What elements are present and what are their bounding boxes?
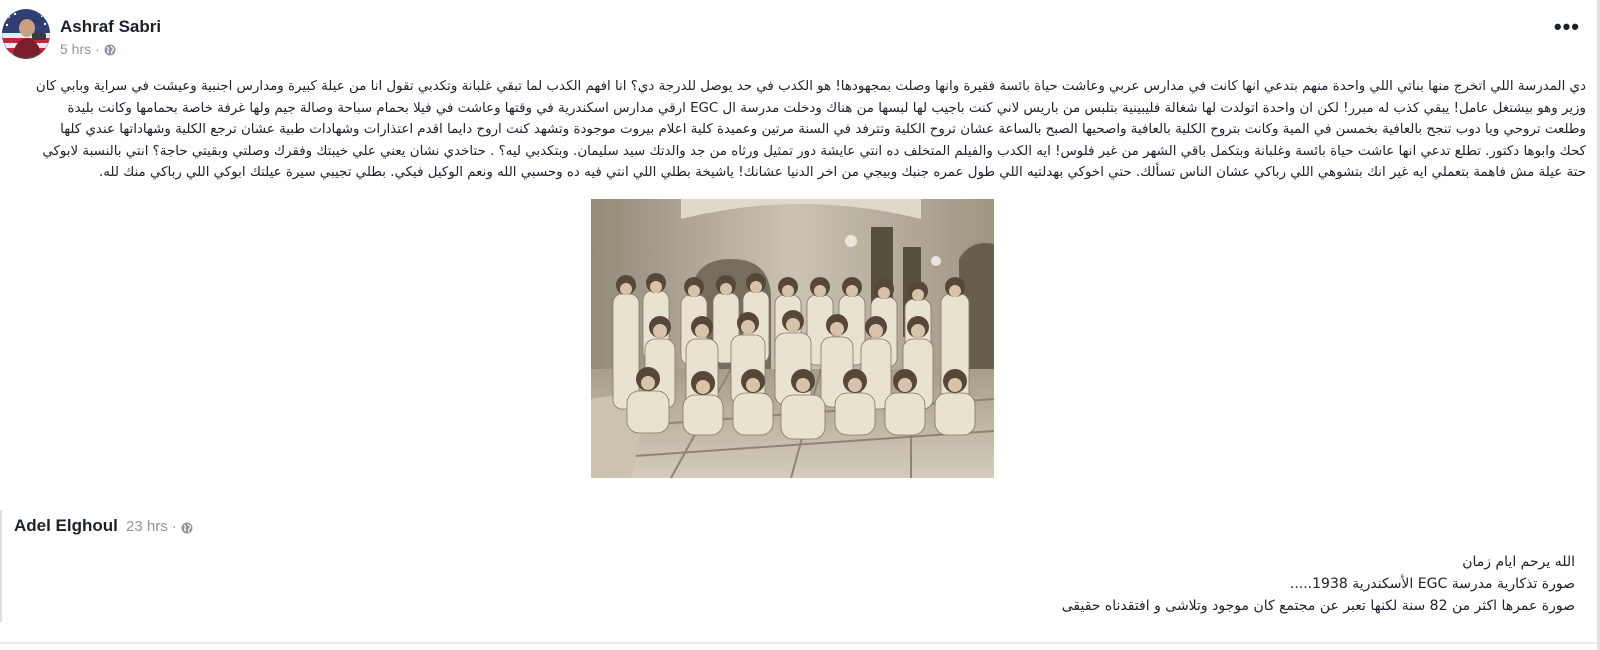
comment-author-name[interactable]: Adel Elghoul	[14, 516, 118, 535]
post-text-line: كحك وابوها دكتور. تطلع تدعي انها عاشت حياة بائسة وغلبانة وبتكمل باقي الشهر من غير فلوس! ايه الكدب والفيلم المتخلف ده انتي عايشة دور تمثيل ورثاه من جد والدتك سيد سليمان. وبتكدبي ليه؟ . حتاخدي نشان يعني علي خيبتك وفقرك وصلتي وبقيتي حاجة؟ انتي بالنسبة لابوكي	[42, 143, 1586, 159]
post-text-line: وزير وهو بيشتغل عامل! يبقي كذب له مبرر! لكن ان واحدة اتولدت لها شغالة فليبينية بتلبس من باريس لاني كنت باجيب لها لبسها من هناك ودخلت مدرسة ال EGC ارقي مدارس اسكندرية في وقتها وعاشت في فيلا بحمام سباحة وصالة جيم ولها غرفة خاصة بحمامها وكانت بليدة	[67, 100, 1586, 116]
avatar[interactable]	[2, 9, 50, 59]
comment-block	[0, 510, 1597, 622]
post-text-line: دي المدرسة اللي اتخرج منها بناتي اللي واحدة منهم بتدعي انها كانت في مدارس عربي وعاشت حياة بائسة فقيرة وانها وصلت بمجهودها! هو الكدب في حد يوصل للدرجة دي؟ انا افهم الكدب لما تبقي غلبانة وتكدبي تقول انا من عيلة كبيرة ومدارس اجنبية وعيشت في سراية وبابي كان	[35, 79, 1586, 94]
comment-body	[1062, 551, 1575, 617]
globe-icon[interactable]	[181, 521, 193, 533]
comment-timestamp[interactable]: 23 hrs	[126, 518, 168, 535]
comment-divider	[0, 510, 2, 622]
post-body	[8, 76, 1586, 184]
post-photo[interactable]	[591, 199, 994, 478]
avatar-image	[2, 9, 50, 59]
comment-text-line: صورة تذكارية مدرسة EGC الأسكندرية 1938.....	[1289, 576, 1575, 592]
post-text-line: حتة عيلة مش فاهمة بتعملي ايه غير انك بتشوهي اللي رباكي عشان الناس تسألك. حتي اخوكي بهدلتيه اللي طول عمره جنبك وبيجي من اخر الدنيا عشانك! ياشيخة بطلي اللي انتي فيه ده وحسبي الله ونعم الوكيل فيكي. بطلي تجيبي سيرة عيلتك ابوكي اللي رباكي منك لله.	[99, 165, 1586, 181]
bottom-divider	[0, 642, 1597, 644]
comment-meta	[126, 518, 193, 535]
comment-text-line: صورة عمرها اكثر من 82 سنة لكنها تعبر عن مجتمع كان موجود وتلاشى و افتقدناه حقيقى	[1061, 598, 1575, 614]
post-header	[0, 9, 1600, 61]
school-group-photo	[591, 199, 994, 478]
globe-icon[interactable]	[104, 43, 116, 55]
meta-separator: ·	[171, 518, 177, 535]
more-options-button[interactable]: •••	[1553, 14, 1580, 39]
post-author-name[interactable]: Ashraf Sabri	[60, 17, 162, 36]
meta-separator: ·	[95, 41, 100, 57]
comment-text-line: الله يرحم ايام زمان	[1462, 554, 1575, 570]
post-meta	[60, 41, 116, 57]
post-timestamp[interactable]: 5 hrs	[60, 41, 92, 57]
post-text-line: وطلعت تروحي ويا دوب تنجح بالعافية بخمسن في المية وكانت بتروح الكلية بالعافية واصحيها الصبح بالساعة عشان تروح الكلية وتترفد في السنة مرتين وعميدة كلية اعلام بيروت موجودة وتشهد كنت اروح دايما اقدم اعتذارات وشهادات طبية عشان ترجع الكلية وشهاداتها عندي كلها	[60, 122, 1586, 138]
